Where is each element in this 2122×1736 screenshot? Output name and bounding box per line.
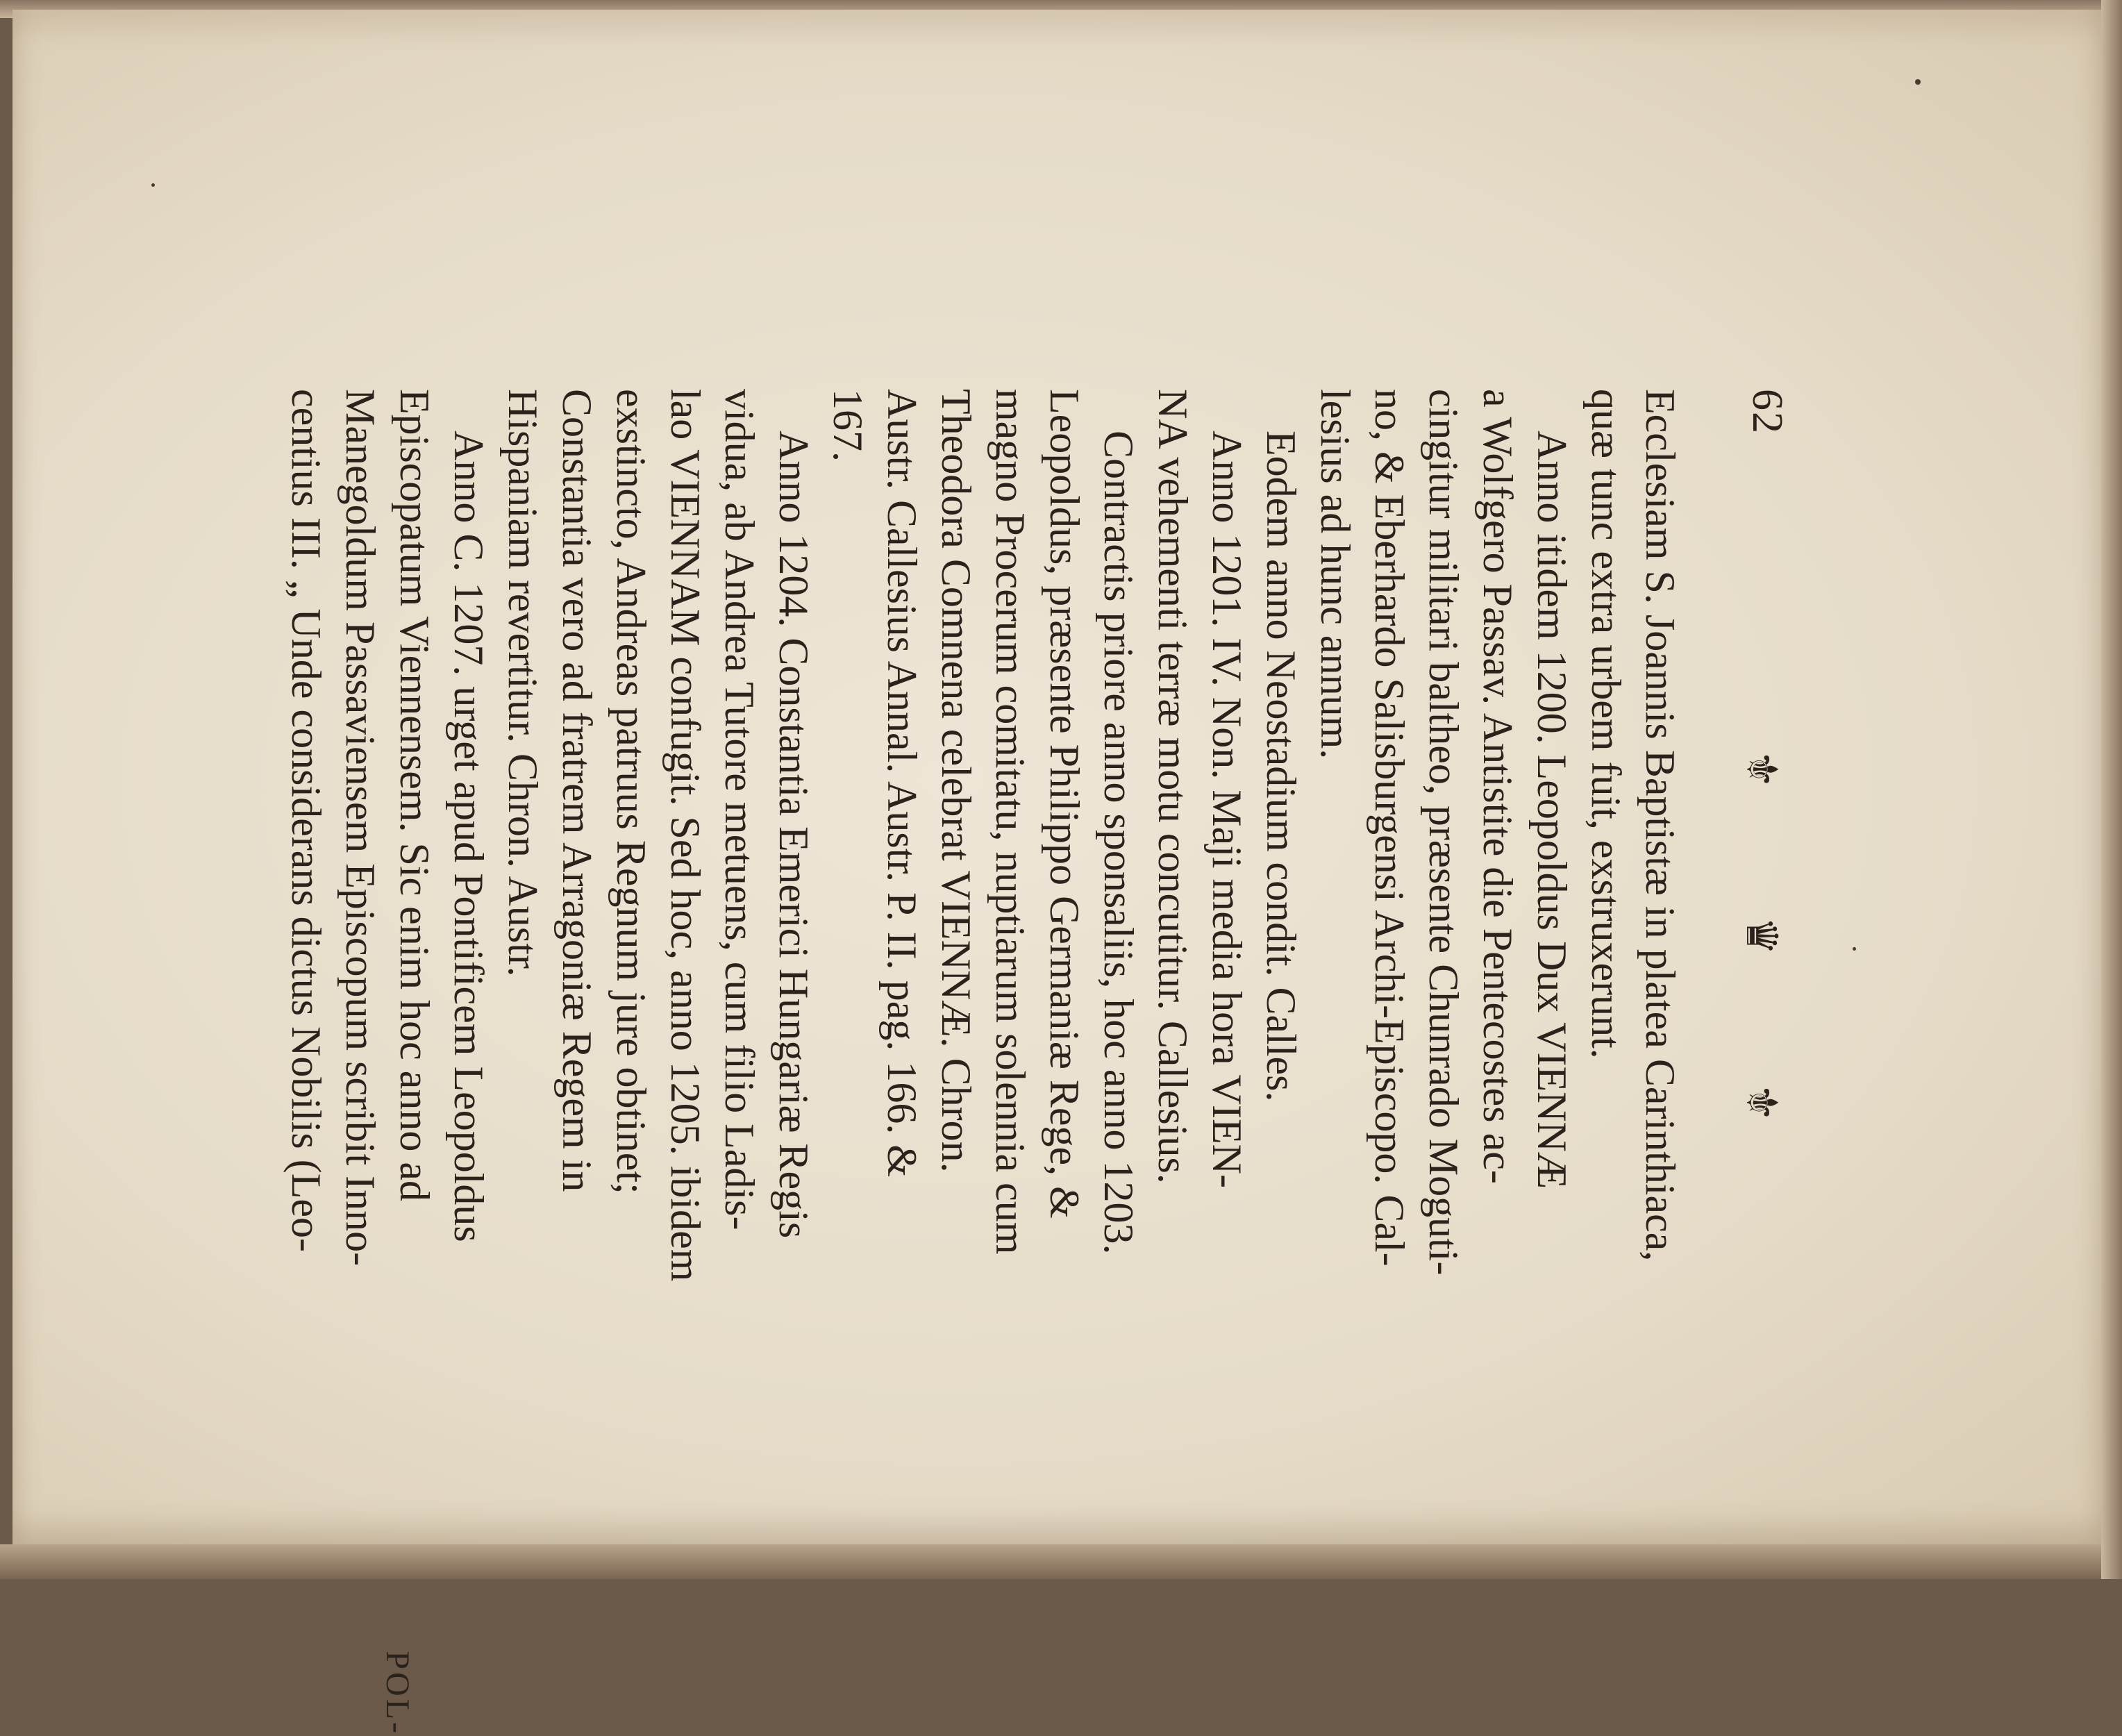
ink-speck — [1853, 947, 1856, 951]
text-line: Ecclesiam S. Joannis Baptistæ in platea Carinthiaca, — [1637, 389, 1683, 1262]
text-line: no, & Eberhardo Salisburgensi Archi-Episcopo. Cal- — [1367, 389, 1412, 1267]
text-line: Anno 1204. Constantia Emerici Hungariæ Regis — [771, 431, 817, 1239]
text-line: lesius ad hunc annum. — [1312, 389, 1358, 760]
text-line: cingitur militari baltheo, præsente Chunrado Moguti- — [1421, 389, 1467, 1276]
crown-icon: ♛ — [1737, 917, 1785, 955]
text-line: 167. — [825, 389, 871, 462]
rotated-text-block — [283, 389, 1805, 1736]
text-line: Anno C. 1207. urget apud Pontificem Leopoldus — [446, 431, 492, 1242]
page-number: 62 — [1744, 389, 1791, 435]
text-line: Leopoldus, præsente Philippo Germaniæ Rege, & — [1042, 389, 1087, 1219]
text-line: Eodem anno Neostadium condit. Calles. — [1258, 431, 1304, 1102]
fleur-de-lis-icon: ⚜ — [1737, 1083, 1785, 1122]
text-line: Contractis priore anno sponsaliis, hoc anno 1203. — [1096, 431, 1142, 1255]
text-line: Theodora Comnena celebrat VIENNÆ. Chron. — [933, 389, 979, 1173]
ink-speck — [1915, 79, 1921, 85]
body-text — [279, 389, 1687, 1736]
text-line: exstincto, Andreas patruus Regnum jure obtinet; — [608, 389, 654, 1194]
ink-speck — [151, 183, 155, 187]
text-line: NA vehementi terræ motu concutitur. Callesius. — [1150, 389, 1196, 1184]
text-line: Episcopatum Viennensem. Sic enim hoc anno ad — [392, 389, 437, 1202]
fleur-de-lis-icon: ⚜ — [1737, 750, 1785, 789]
text-line: Hispaniam revertitur. Chron. Austr. — [500, 389, 546, 977]
text-line: magno Procerum comitatu, nuptiarum solennia cum — [987, 389, 1033, 1255]
catchword: POL- — [379, 1651, 416, 1736]
text-line: centius III. „ Unde considerans dictus Nobilis (Leo- — [283, 389, 329, 1252]
text-line: vidua, ab Andrea Tutore metuens, cum filio Ladis- — [717, 389, 762, 1230]
text-line: Austr. Callesius Annal. Austr. P. II. pag. 166. & — [879, 389, 925, 1178]
text-line: Anno itidem 1200. Leopoldus Dux VIENNÆ — [1529, 431, 1575, 1190]
running-header — [1708, 389, 1805, 1736]
text-line: Manegoldum Passaviensem Episcopum scribit Inno- — [337, 389, 383, 1267]
text-line: Constantia vero ad fratrem Arragoniæ Regem in — [554, 389, 600, 1192]
text-line: Anno 1201. IV. Non. Maji media hora VIEN- — [1204, 431, 1250, 1188]
text-line: quæ tunc extra urbem fuit, exstruxerunt. — [1583, 389, 1629, 1059]
text-line: lao VIENNAM confugit. Sed hoc, anno 1205. ibidem — [662, 389, 708, 1282]
book-spine-edge — [2101, 0, 2122, 1579]
text-line: a Wolfgero Passav. Antistite die Pentecostes ac- — [1475, 389, 1521, 1184]
